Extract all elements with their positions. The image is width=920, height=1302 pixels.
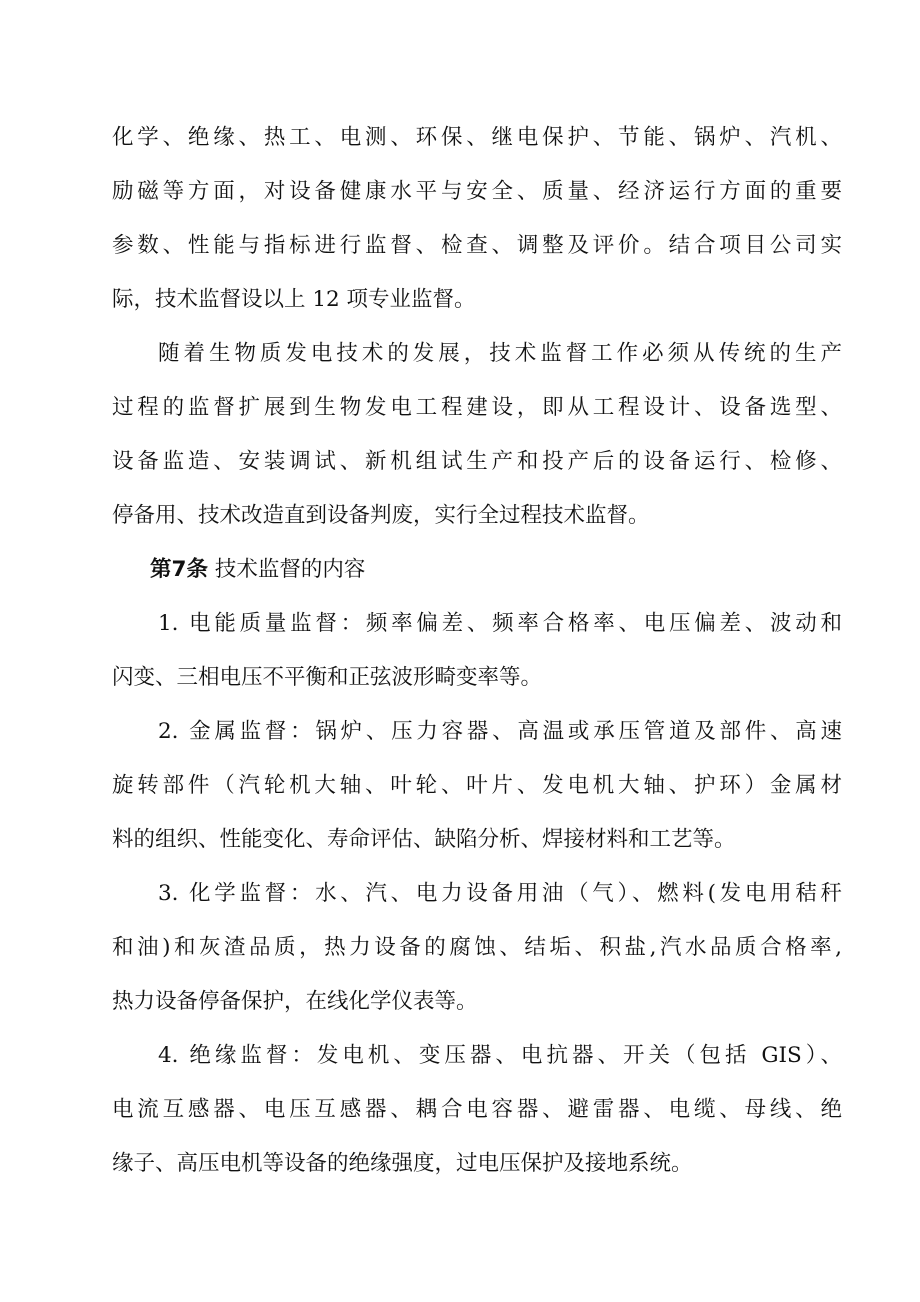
item-3-line-3: 热力设备停备保护，在线化学仪表等。 [112,989,478,1014]
paragraph-1-line-3: 参数、性能与指标进行监督、检查、调整及评价。结合项目公司实 [112,233,842,258]
article-title: 技术监督的内容 [214,557,366,582]
paragraph-1-line-2: 励磁等方面，对设备健康水平与安全、质量、经济运行方面的重要 [112,179,842,204]
item-2-line-2: 旋转部件（汽轮机大轴、叶轮、叶片、发电机大轴、护环）金属材 [112,773,842,798]
item-3-line-1: 3. 化学监督：水、汽、电力设备用油（气）、燃料(发电用秸秆 [158,881,842,906]
paragraph-2-line-1: 随着生物质发电技术的发展，技术监督工作必须从传统的生产 [158,341,842,366]
item-4-line-1: 4. 绝缘监督：发电机、变压器、电抗器、开关（包括 GIS）、 [158,1043,842,1068]
article-heading [150,550,365,590]
item-4-line-2: 电流互感器、电压互感器、耦合电容器、避雷器、电缆、母线、绝 [112,1097,842,1122]
item-1-line-1: 1. 电能质量监督：频率偏差、频率合格率、电压偏差、波动和 [158,611,842,636]
item-2-line-3: 料的组织、性能变化、寿命评估、缺陷分析、焊接材料和工艺等。 [112,827,736,852]
paragraph-2-line-2: 过程的监督扩展到生物发电工程建设，即从工程设计、设备选型、 [112,395,842,420]
paragraph-1-line-4: 际，技术监督设以上 12 项专业监督。 [112,287,476,312]
item-3-line-2: 和油)和灰渣品质，热力设备的腐蚀、结垢、积盐,汽水品质合格率, [112,935,842,960]
paragraph-1-line-1: 化学、绝缘、热工、电测、环保、继电保护、节能、锅炉、汽机、 [112,125,842,150]
item-2-line-1: 2. 金属监督：锅炉、压力容器、高温或承压管道及部件、高速 [158,719,842,744]
item-4-line-3: 缘子、高压电机等设备的绝缘强度，过电压保护及接地系统。 [112,1151,693,1176]
paragraph-2-line-4: 停备用、技术改造直到设备判废，实行全过程技术监督。 [112,503,650,528]
article-number: 第7条 [150,557,208,582]
paragraph-2-line-3: 设备监造、安装调试、新机组试生产和投产后的设备运行、检修、 [112,449,842,474]
item-1-line-2: 闪变、三相电压不平衡和正弦波形畸变率等。 [112,665,543,690]
